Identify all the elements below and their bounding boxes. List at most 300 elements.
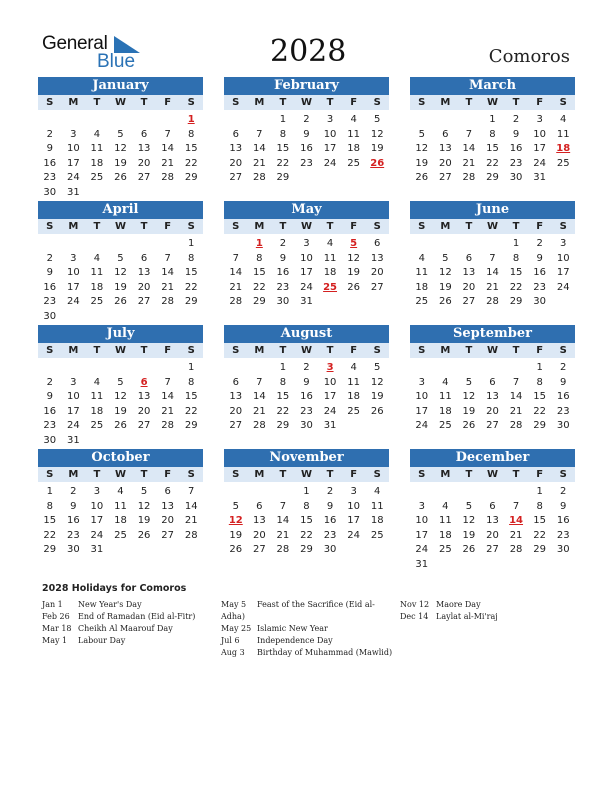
holiday-date: Jul 6 [221, 636, 240, 645]
day-cell: 16 [43, 281, 57, 293]
day-cell: 17 [90, 515, 104, 527]
day-cell: 18 [347, 391, 360, 403]
weekday-label: F [164, 97, 172, 108]
weekday-label: M [68, 469, 79, 480]
holidays-column [400, 599, 570, 623]
day-cell: 30 [276, 296, 290, 308]
day-cell: 13 [486, 391, 499, 403]
day-cell: 8 [188, 252, 195, 264]
day-blank [410, 361, 434, 376]
day-cell: 28 [184, 529, 198, 541]
month-february [224, 77, 389, 186]
weekday-header [410, 343, 575, 358]
day-cell: 26 [462, 420, 476, 432]
day-cell: 23 [533, 281, 546, 293]
day-cell: 16 [276, 267, 290, 279]
day-blank [224, 113, 248, 128]
holiday-name: Islamic New Year [257, 624, 328, 633]
day-cell: 5 [418, 128, 425, 140]
day-blank [434, 485, 458, 500]
day-cell: 9 [46, 391, 53, 403]
day-cell: 27 [137, 296, 151, 308]
day-cell: 10 [66, 143, 80, 155]
day-cell: 4 [560, 114, 567, 125]
day-cell: 3 [303, 238, 310, 249]
day-cell: 7 [188, 486, 195, 497]
day-cell: 19 [114, 281, 127, 293]
day-cell: 14 [161, 267, 174, 279]
weekday-header [224, 95, 389, 110]
day-cell: 12 [114, 143, 127, 155]
day-cell: 3 [536, 114, 543, 125]
day-cell: 4 [374, 486, 381, 497]
day-cell: 29 [509, 296, 523, 308]
day-cell: 27 [438, 172, 452, 184]
day-cell: 25 [114, 529, 127, 541]
day-grid [38, 113, 203, 201]
month-september [410, 325, 575, 434]
day-cell: 16 [533, 267, 546, 279]
day-blank [434, 113, 458, 128]
day-cell: 14 [161, 143, 174, 155]
day-cell: 6 [232, 376, 239, 388]
weekday-label: M [68, 345, 79, 356]
day-cell: 28 [161, 172, 174, 184]
weekday-header [38, 219, 203, 234]
day-cell: 2 [560, 362, 567, 373]
day-cell: 12 [462, 515, 476, 527]
weekday-label: S [187, 221, 195, 232]
weekday-label: S [46, 469, 54, 480]
month-june [410, 201, 575, 310]
day-cell: 21 [509, 529, 523, 541]
weekday-label: M [254, 221, 265, 232]
day-blank [481, 237, 505, 252]
day-cell: 11 [556, 128, 570, 140]
day-cell: 20 [486, 405, 499, 417]
day-cell: 17 [415, 529, 429, 541]
day-cell: 14 [161, 391, 174, 403]
day-cell: 17 [323, 391, 337, 403]
day-cell: 7 [465, 128, 473, 140]
day-cell: 2 [279, 238, 287, 249]
day-cell: 28 [229, 296, 243, 308]
day-blank [62, 237, 86, 252]
day-blank [457, 485, 481, 500]
day-cell: 5 [465, 500, 473, 512]
day-cell: 23 [43, 296, 57, 308]
day-cell: 27 [486, 544, 499, 556]
day-cell: 10 [66, 391, 80, 403]
holiday-entry [221, 599, 396, 611]
day-cell: 16 [556, 391, 570, 403]
day-cell: 28 [276, 544, 290, 556]
day-cell: 5 [140, 486, 148, 497]
day-cell: 24 [533, 157, 546, 169]
holiday-entry [221, 647, 396, 659]
day-cell: 14 [229, 267, 243, 279]
day-grid [410, 237, 575, 310]
holiday-date: Mar 18 [42, 624, 72, 633]
weekday-label: W [300, 345, 312, 356]
holiday-day: 14 [509, 515, 524, 527]
holiday-date: Aug 3 [221, 648, 245, 657]
holiday-entry [42, 623, 217, 635]
day-cell: 21 [184, 515, 198, 527]
weekday-label: S [187, 97, 195, 108]
weekday-label: T [93, 97, 101, 108]
day-cell: 4 [93, 252, 101, 264]
day-cell: 4 [326, 238, 334, 249]
day-cell: 5 [117, 128, 124, 140]
day-cell: 8 [512, 252, 520, 264]
day-cell: 7 [279, 500, 287, 512]
holiday-entry [42, 599, 217, 611]
day-cell: 8 [536, 376, 543, 388]
day-blank [85, 361, 109, 376]
day-cell: 19 [137, 515, 151, 527]
month-title: November [224, 449, 389, 467]
weekday-label: S [187, 469, 195, 480]
day-blank [434, 237, 458, 252]
day-cell: 15 [184, 143, 198, 155]
holidays-column [221, 599, 396, 659]
day-cell: 17 [533, 143, 546, 155]
day-cell: 9 [70, 500, 77, 512]
day-cell: 13 [486, 515, 499, 527]
weekday-label: S [373, 97, 381, 108]
day-grid [224, 485, 389, 558]
month-may [224, 201, 389, 310]
day-cell: 1 [188, 238, 195, 249]
day-cell: 25 [347, 157, 360, 169]
day-blank [132, 113, 156, 128]
weekday-label: S [418, 221, 426, 232]
holiday-date: Dec 14 [400, 612, 429, 621]
holiday-date: May 25 [221, 624, 252, 633]
day-cell: 26 [370, 405, 384, 417]
weekday-label: T [512, 345, 520, 356]
day-cell: 27 [229, 172, 243, 184]
day-cell: 17 [323, 143, 337, 155]
month-title: February [224, 77, 389, 95]
weekday-label: S [559, 221, 567, 232]
weekday-header [38, 467, 203, 482]
weekday-label: T [326, 97, 334, 108]
day-cell: 11 [347, 376, 360, 388]
day-cell: 26 [415, 172, 429, 184]
weekday-label: F [164, 469, 172, 480]
day-cell: 5 [442, 252, 449, 264]
day-cell: 10 [347, 500, 360, 512]
day-cell: 29 [486, 172, 499, 184]
day-cell: 24 [323, 157, 337, 169]
day-cell: 21 [252, 157, 266, 169]
day-cell: 30 [300, 420, 313, 432]
day-grid [410, 113, 575, 186]
weekday-label: T [465, 345, 473, 356]
month-april [38, 201, 203, 325]
holiday-entry [42, 635, 217, 647]
day-cell: 20 [229, 157, 243, 169]
day-cell: 30 [43, 186, 57, 198]
weekday-label: T [140, 221, 148, 232]
weekday-label: F [350, 469, 358, 480]
day-grid [224, 113, 389, 186]
day-cell: 15 [184, 267, 198, 279]
day-cell: 31 [323, 420, 337, 432]
day-cell: 18 [90, 281, 104, 293]
weekday-label: S [232, 221, 240, 232]
month-january [38, 77, 203, 201]
day-blank [434, 361, 458, 376]
month-title: December [410, 449, 575, 467]
month-july [38, 325, 203, 449]
day-cell: 12 [114, 391, 127, 403]
day-cell: 25 [415, 296, 429, 308]
holiday-name: Feast of the Sacrifice (Eid al- [257, 600, 375, 609]
day-cell: 2 [303, 114, 310, 125]
weekday-header [410, 95, 575, 110]
weekday-label: S [46, 97, 54, 108]
day-cell: 1 [536, 486, 543, 497]
day-cell: 22 [184, 405, 198, 417]
day-cell: 24 [66, 420, 80, 432]
day-cell: 18 [323, 267, 337, 279]
day-cell: 11 [90, 267, 104, 279]
day-cell: 20 [137, 281, 151, 293]
day-cell: 21 [276, 529, 290, 541]
day-cell: 23 [556, 405, 570, 417]
weekday-label: F [536, 345, 544, 356]
month-august [224, 325, 389, 434]
day-cell: 8 [536, 500, 543, 512]
day-cell: 22 [276, 157, 290, 169]
day-cell: 26 [347, 281, 360, 293]
day-cell: 7 [512, 376, 520, 388]
day-cell: 9 [560, 376, 567, 388]
day-cell: 13 [252, 515, 266, 527]
day-cell: 11 [415, 267, 429, 279]
day-cell: 21 [161, 281, 174, 293]
weekday-label: F [350, 221, 358, 232]
day-cell: 8 [46, 500, 53, 512]
month-october [38, 449, 203, 558]
day-blank [38, 237, 62, 252]
day-cell: 5 [465, 376, 473, 388]
weekday-label: S [373, 469, 381, 480]
day-cell: 7 [256, 128, 263, 140]
day-cell: 13 [462, 267, 476, 279]
day-cell: 28 [509, 420, 523, 432]
day-cell: 30 [556, 420, 570, 432]
weekday-label: T [512, 469, 520, 480]
day-cell: 20 [438, 157, 452, 169]
weekday-label: M [440, 97, 451, 108]
day-cell: 26 [114, 172, 127, 184]
day-cell: 3 [326, 114, 334, 125]
day-cell: 24 [300, 281, 313, 293]
day-cell: 13 [137, 143, 151, 155]
day-cell: 2 [46, 376, 53, 388]
day-cell: 22 [184, 281, 198, 293]
day-cell: 3 [350, 486, 357, 497]
day-cell: 22 [509, 281, 523, 293]
holiday-day: 26 [370, 157, 385, 169]
day-cell: 22 [252, 281, 266, 293]
day-cell: 16 [66, 515, 80, 527]
day-cell: 16 [300, 143, 313, 155]
day-cell: 31 [300, 296, 313, 308]
day-cell: 28 [252, 420, 266, 432]
day-cell: 4 [442, 500, 449, 512]
weekday-label: W [300, 469, 312, 480]
weekday-header [410, 219, 575, 234]
holiday-day: 3 [326, 362, 334, 373]
day-cell: 23 [509, 157, 523, 169]
weekday-label: F [164, 345, 172, 356]
month-title: June [410, 201, 575, 219]
day-cell: 7 [164, 128, 171, 140]
weekday-header [224, 343, 389, 358]
day-cell: 2 [303, 362, 310, 373]
day-cell: 30 [43, 434, 57, 446]
day-cell: 16 [509, 143, 523, 155]
day-cell: 3 [70, 128, 77, 140]
weekday-label: F [536, 221, 544, 232]
day-blank [457, 361, 481, 376]
holiday-date: May 1 [42, 636, 68, 645]
day-cell: 23 [43, 172, 57, 184]
day-cell: 21 [462, 157, 476, 169]
day-cell: 5 [117, 376, 124, 388]
day-cell: 25 [438, 420, 452, 432]
weekday-header [410, 467, 575, 482]
day-cell: 24 [323, 405, 337, 417]
day-cell: 14 [252, 391, 266, 403]
day-cell: 18 [370, 515, 384, 527]
day-blank [62, 361, 86, 376]
day-cell: 19 [438, 281, 452, 293]
weekday-label: T [512, 97, 520, 108]
holiday-name: Maore Day [436, 600, 481, 609]
day-cell: 11 [90, 391, 104, 403]
day-blank [410, 485, 434, 500]
holiday-entry [42, 611, 217, 623]
day-cell: 8 [188, 128, 195, 140]
day-cell: 29 [43, 544, 57, 556]
day-cell: 23 [300, 157, 313, 169]
weekday-label: T [93, 221, 101, 232]
day-cell: 24 [415, 420, 429, 432]
day-cell: 19 [370, 391, 384, 403]
day-cell: 8 [188, 376, 195, 388]
weekday-header [224, 467, 389, 482]
day-cell: 12 [415, 143, 429, 155]
weekday-label: W [114, 345, 126, 356]
day-cell: 23 [556, 529, 570, 541]
day-grid [410, 361, 575, 434]
day-cell: 9 [303, 128, 310, 140]
day-cell: 19 [370, 143, 384, 155]
day-cell: 27 [229, 420, 243, 432]
day-cell: 8 [279, 128, 287, 140]
weekday-header [224, 219, 389, 234]
day-cell: 15 [509, 267, 523, 279]
day-blank [85, 237, 109, 252]
holiday-day: 25 [323, 281, 338, 293]
weekday-label: F [536, 469, 544, 480]
logo-blue-text: Blue [97, 51, 136, 72]
day-blank [132, 237, 156, 252]
weekday-label: T [279, 345, 287, 356]
weekday-label: T [279, 469, 287, 480]
day-cell: 6 [374, 238, 381, 249]
day-cell: 20 [252, 529, 266, 541]
day-cell: 25 [347, 405, 360, 417]
day-cell: 30 [323, 544, 337, 556]
day-cell: 29 [533, 544, 546, 556]
day-cell: 3 [70, 376, 77, 388]
holiday-day: 1 [187, 114, 195, 125]
day-cell: 30 [66, 544, 80, 556]
day-cell: 11 [438, 391, 452, 403]
day-cell: 11 [323, 252, 337, 264]
day-cell: 10 [300, 252, 313, 264]
holiday-name: Birthday of Muhammad (Mawlid) [257, 648, 393, 657]
day-cell: 14 [276, 515, 290, 527]
day-cell: 9 [279, 252, 287, 264]
weekday-label: F [350, 345, 358, 356]
day-cell: 13 [137, 391, 151, 403]
weekday-label: S [232, 345, 240, 356]
day-cell: 11 [347, 128, 360, 140]
month-title: September [410, 325, 575, 343]
day-cell: 20 [161, 515, 174, 527]
day-cell: 30 [509, 172, 523, 184]
day-cell: 28 [486, 296, 499, 308]
weekday-label: T [140, 345, 148, 356]
day-cell: 14 [509, 391, 523, 403]
day-cell: 7 [164, 376, 171, 388]
weekday-label: T [140, 97, 148, 108]
day-cell: 17 [66, 281, 80, 293]
day-cell: 4 [418, 252, 425, 264]
day-cell: 1 [279, 114, 287, 125]
day-cell: 20 [229, 405, 243, 417]
day-cell: 23 [323, 529, 337, 541]
day-cell: 7 [164, 252, 171, 264]
day-cell: 7 [232, 252, 239, 264]
weekday-label: T [512, 221, 520, 232]
month-title: March [410, 77, 575, 95]
day-cell: 28 [509, 544, 523, 556]
holiday-name: End of Ramadan (Eid al-Fitr) [78, 612, 196, 621]
day-cell: 15 [43, 515, 57, 527]
weekday-label: S [418, 469, 426, 480]
weekday-label: S [46, 345, 54, 356]
day-blank [132, 361, 156, 376]
day-cell: 24 [66, 172, 80, 184]
weekday-label: W [114, 469, 126, 480]
day-cell: 4 [350, 114, 357, 125]
day-cell: 18 [90, 157, 104, 169]
day-blank [410, 237, 434, 252]
holiday-entry [221, 611, 396, 623]
weekday-label: M [254, 345, 265, 356]
day-blank [504, 361, 528, 376]
day-blank [156, 113, 180, 128]
